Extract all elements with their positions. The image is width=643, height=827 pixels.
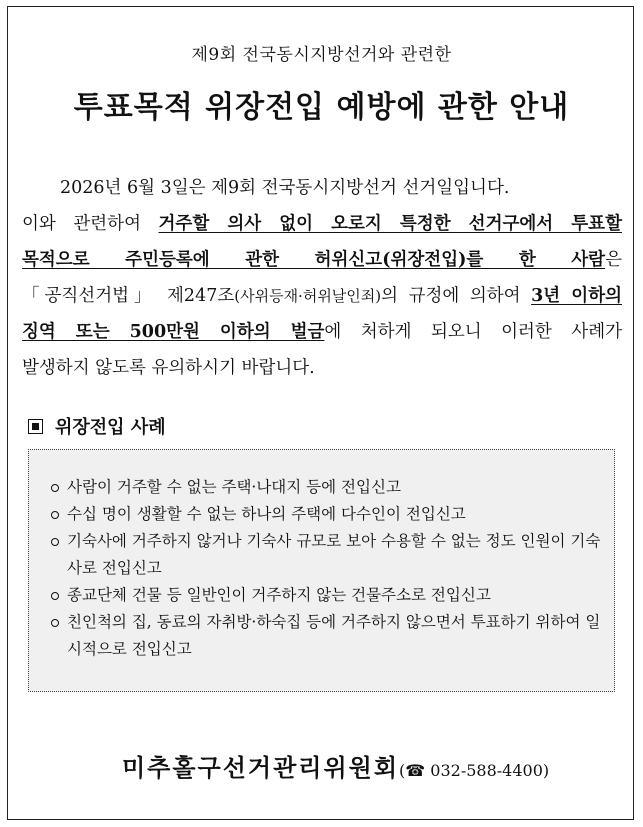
footer <box>122 748 549 783</box>
law-reference: 「공직선거법」 제247조 <box>22 286 235 306</box>
footer-organization: 미추홀구선거관리위원회 <box>122 753 400 782</box>
list-item: 친인척의 집, 동료의 자취방·하숙집 등에 거주하지 않으면서 투표하기 위하여 일시적으로 전입신고 <box>49 609 602 663</box>
body-line-1: 2026년 6월 3일은 제9회 전국동시지방선거 선거일입니다. <box>60 178 510 198</box>
body-text-span: 은 <box>605 250 622 270</box>
emphasis-text: 목적으로 주민등록에 관한 허위신고(위장전입)를 한 사람 <box>22 250 606 270</box>
body-line-6: 발생하지 않도록 유의하시기 바랍니다. <box>22 358 315 378</box>
section-title: 위장전입 사례 <box>55 417 166 438</box>
notice-body <box>22 170 622 386</box>
case-list <box>49 474 602 663</box>
emphasis-text: 징역 또는 500만원 이하의 벌금 <box>22 322 325 342</box>
body-text-span: 에 처하게 되오니 이러한 사례가 <box>324 322 622 342</box>
notice-subtitle: 제9회 전국동시지방선거와 관련한 <box>191 45 452 65</box>
list-item: 기숙사에 거주하지 않거나 기숙사 규모로 보아 수용할 수 없는 정도 인원이 기숙사로 전입신고 <box>49 528 602 582</box>
body-text-span: 이와 관련하여 <box>22 214 159 234</box>
footer-phone: (☎ 032-588-4400) <box>399 761 550 780</box>
body-line-5 <box>22 314 622 350</box>
body-line-3 <box>22 242 622 278</box>
law-crime-name: (사위등재·허위날인죄) <box>234 287 382 305</box>
case-list-box <box>28 449 615 692</box>
body-text-span: 의 규정에 의하여 <box>381 286 532 306</box>
list-item: 수십 명이 생활할 수 없는 하나의 주택에 다수인이 전입신고 <box>49 501 602 528</box>
emphasis-text: 3년 이하의 <box>531 286 622 306</box>
list-item: 종교단체 건물 등 일반인이 거주하지 않는 건물주소로 전입신고 <box>49 582 602 609</box>
body-line-2 <box>22 206 622 242</box>
list-item: 사람이 거주할 수 없는 주택·나대지 등에 전입신고 <box>49 474 602 501</box>
square-bullet-icon <box>28 419 43 434</box>
body-line-4 <box>22 278 622 314</box>
notice-title: 투표목적 위장전입 예방에 관한 안내 <box>73 90 570 125</box>
emphasis-text: 거주할 의사 없이 오로지 특정한 선거구에서 투표할 <box>158 214 622 234</box>
section-heading <box>28 413 166 439</box>
